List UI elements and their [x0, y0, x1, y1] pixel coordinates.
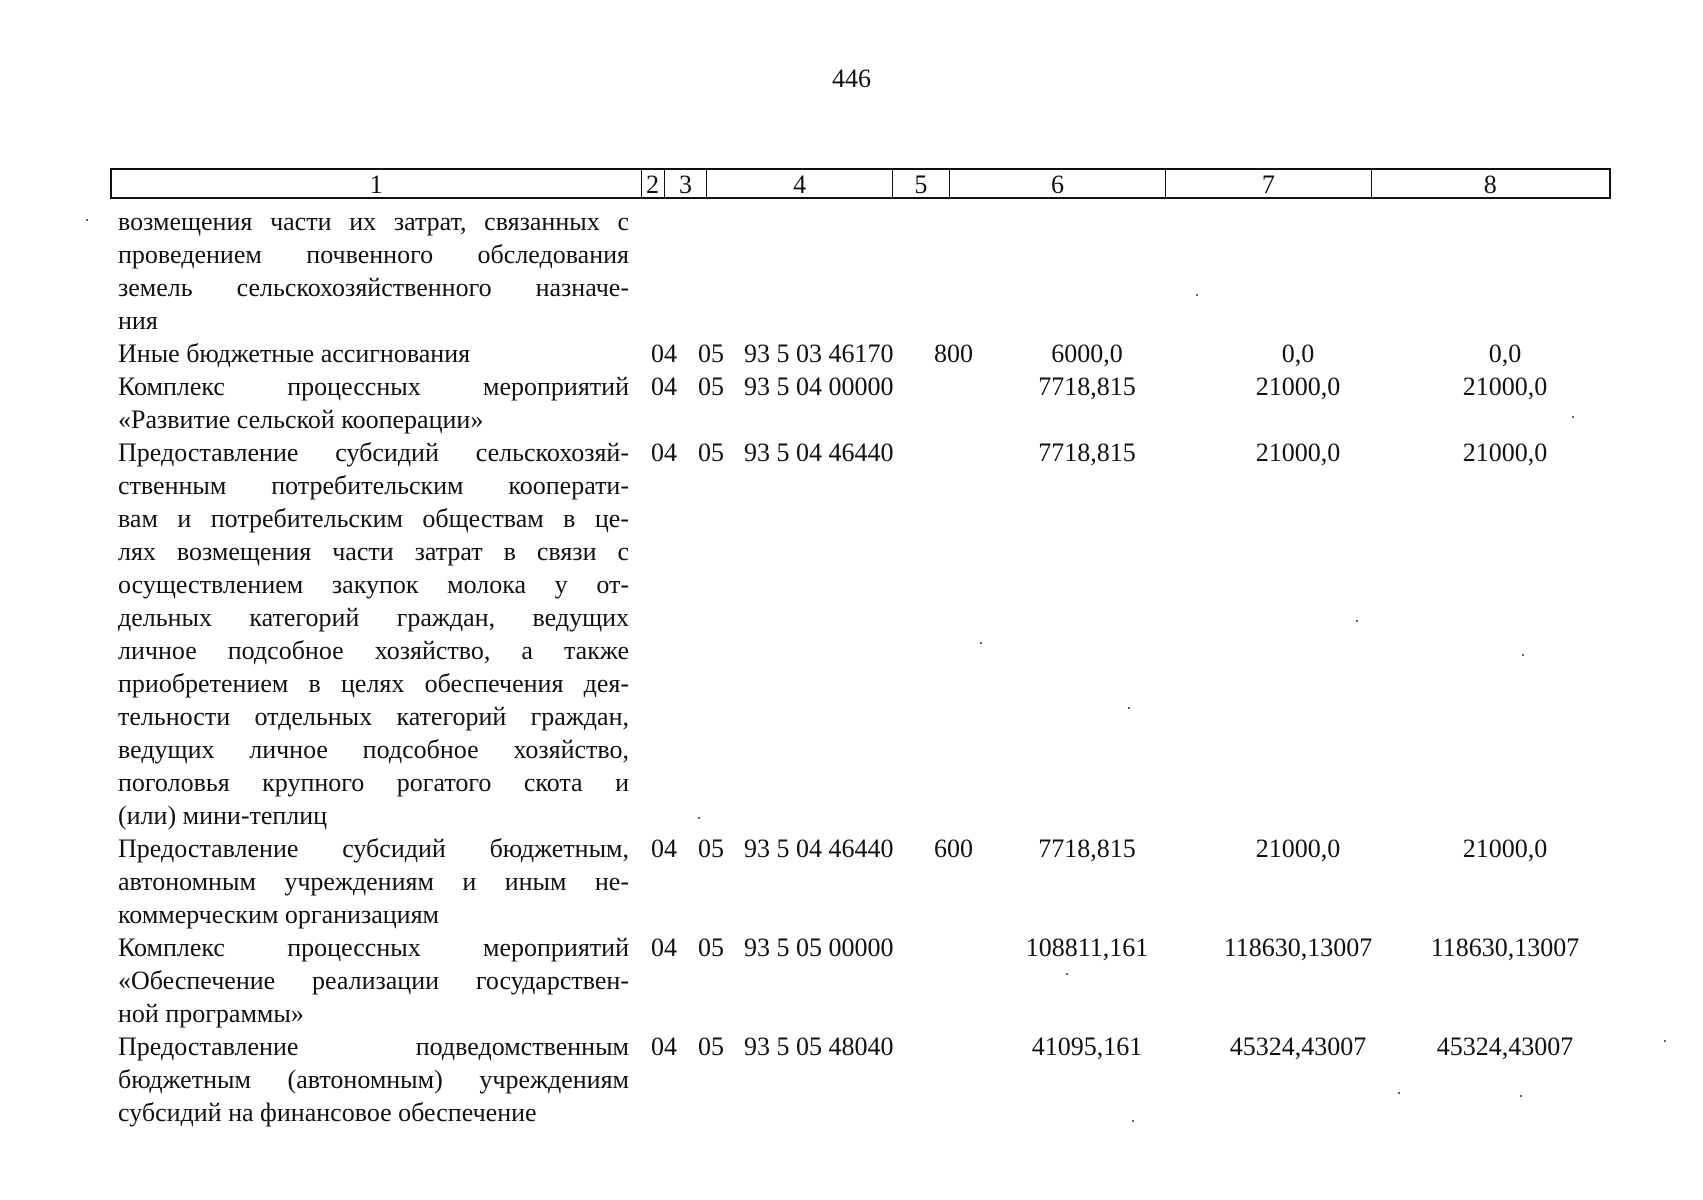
section: 04	[651, 438, 677, 467]
target-code: 93 5 04 46440	[744, 834, 894, 863]
amount-col-6: 108811,161	[1025, 933, 1149, 962]
scan-speck	[86, 219, 88, 221]
description-line: Предоставление субсидий бюджетным,	[118, 834, 629, 863]
description-line: Комплекс процессных мероприятий	[118, 372, 629, 401]
scan-speck	[1356, 620, 1358, 622]
header-col-8: 8	[1483, 170, 1497, 199]
description-line: автономным учреждениям и иным не-	[118, 867, 629, 896]
amount-col-7: 21000,0	[1255, 438, 1341, 467]
header-col-7: 7	[1166, 170, 1371, 197]
amount-col-7: 0,0	[1281, 339, 1315, 368]
scan-speck	[1132, 1120, 1134, 1122]
header-col-3: 3	[665, 170, 708, 197]
description-line: тельности отдельных категорий граждан,	[118, 702, 629, 731]
scan-speck	[1522, 654, 1524, 656]
scan-speck	[1572, 416, 1574, 418]
description-line: Комплекс процессных мероприятий	[118, 933, 629, 962]
amount-col-8: 0,0	[1488, 339, 1522, 368]
subsection: 05	[698, 372, 724, 401]
description-line: коммерческим организациям	[118, 900, 440, 929]
header-col-5: 5	[893, 170, 950, 197]
description-line: субсидий на финансовое обеспечение	[118, 1098, 537, 1127]
section: 04	[651, 1032, 677, 1061]
amount-col-8: 21000,0	[1462, 372, 1548, 401]
description-line: возмещения части их затрат, связанных с	[118, 207, 629, 236]
description-line: поголовья крупного рогатого скота и	[118, 768, 629, 797]
scan-speck	[1128, 707, 1130, 709]
amount-col-6: 7718,815	[1038, 438, 1136, 467]
description-line: Иные бюджетные ассигнования	[118, 339, 471, 368]
row-description	[118, 1030, 629, 1129]
description-line: земель сельскохозяйственного назначе-	[118, 273, 629, 302]
section: 04	[651, 933, 677, 962]
subsection: 05	[698, 933, 724, 962]
description-line: «Обеспечение реализации государствен-	[118, 966, 629, 995]
expense-type: 800	[934, 339, 973, 368]
subsection: 05	[698, 834, 724, 863]
subsection: 05	[698, 1032, 724, 1061]
scan-speck	[1520, 1095, 1522, 1097]
scan-speck	[698, 817, 700, 819]
target-code: 93 5 04 46440	[744, 438, 894, 467]
description-line: приобретением в целях обеспечения дея-	[118, 669, 629, 698]
section: 04	[651, 834, 677, 863]
description-line: лях возмещения части затрат в связи с	[118, 537, 629, 566]
amount-col-8: 21000,0	[1462, 834, 1548, 863]
description-line: ведущих личное подсобное хозяйство,	[118, 735, 629, 764]
amount-col-6: 7718,815	[1038, 372, 1136, 401]
amount-col-7: 21000,0	[1255, 372, 1341, 401]
row-description	[118, 337, 629, 370]
row-description	[118, 931, 629, 1030]
page-number: 446	[832, 64, 871, 93]
target-code: 93 5 03 46170	[744, 339, 894, 368]
scan-speck	[1664, 1040, 1666, 1042]
target-code: 93 5 05 00000	[744, 933, 894, 962]
expense-type: 600	[934, 834, 973, 863]
amount-col-8: 21000,0	[1462, 438, 1548, 467]
header-col-1: 1	[112, 170, 642, 197]
description-line: Предоставление субсидий сельскохозяй-	[118, 438, 629, 467]
description-line: личное подсобное хозяйство, а также	[118, 636, 629, 665]
row-description	[118, 436, 629, 832]
scan-speck	[1398, 1092, 1400, 1094]
subsection: 05	[698, 339, 724, 368]
header-col-2: 2	[642, 170, 665, 197]
row-description	[118, 205, 629, 337]
description-line: проведением почвенного обследования	[118, 240, 629, 269]
subsection: 05	[698, 438, 724, 467]
row-description	[118, 832, 629, 931]
scan-speck	[980, 642, 982, 644]
amount-col-7: 45324,43007	[1229, 1032, 1367, 1061]
description-line: (или) мини-теплиц	[118, 801, 328, 830]
target-code: 93 5 04 00000	[744, 372, 894, 401]
amount-col-8: 118630,13007	[1430, 933, 1580, 962]
amount-col-6: 7718,815	[1038, 834, 1136, 863]
section: 04	[651, 372, 677, 401]
description-line: дельных категорий граждан, ведущих	[118, 603, 629, 632]
scan-speck	[1196, 294, 1198, 296]
amount-col-6: 6000,0	[1051, 339, 1123, 368]
amount-col-7: 21000,0	[1255, 834, 1341, 863]
description-line: вам и потребительским обществам в це-	[118, 504, 629, 533]
scan-speck	[1066, 973, 1068, 975]
description-line: бюджетным (автономным) учреждениям	[118, 1065, 629, 1094]
description-line: ственным потребительским кооперати-	[118, 471, 629, 500]
header-col-6: 6	[950, 170, 1166, 197]
amount-col-8: 45324,43007	[1436, 1032, 1574, 1061]
row-description	[118, 370, 629, 436]
description-line: ной программы»	[118, 999, 304, 1028]
amount-col-7: 118630,13007	[1223, 933, 1373, 962]
section: 04	[651, 339, 677, 368]
description-line: Предоставление подведомственным	[118, 1032, 629, 1061]
description-line: ния	[118, 306, 158, 335]
description-line: «Развитие сельской кооперации»	[118, 405, 484, 434]
target-code: 93 5 05 48040	[744, 1032, 894, 1061]
table-header	[110, 168, 1611, 199]
header-col-4: 4	[707, 170, 893, 197]
description-line: осуществлением закупок молока у от-	[118, 570, 629, 599]
amount-col-6: 41095,161	[1031, 1032, 1143, 1061]
